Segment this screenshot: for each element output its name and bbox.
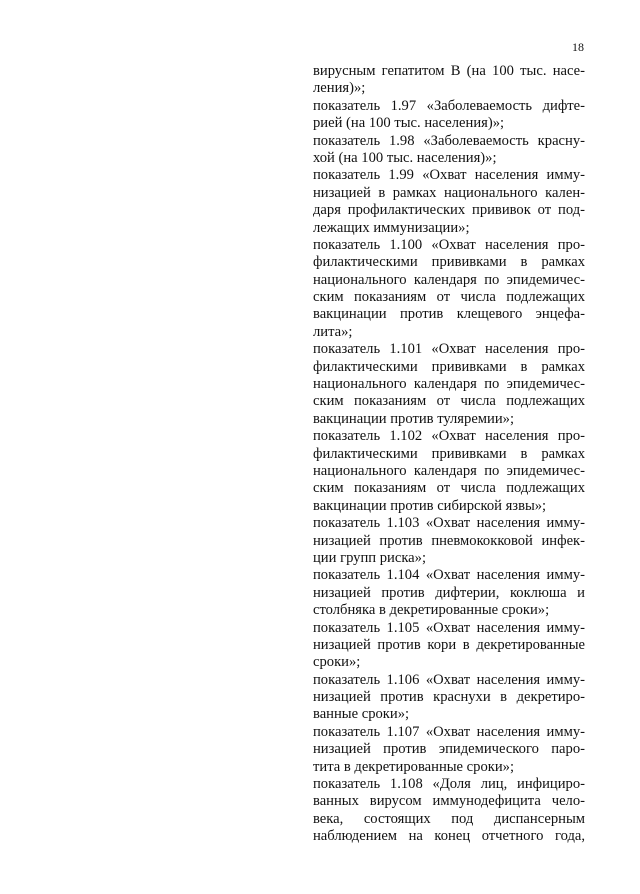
text-line: низацией против краснухи в декретиро- [313, 689, 585, 706]
text-line: показатель 1.103 «Охват населения имму- [313, 515, 585, 532]
text-line: ским показаниям от числа подлежащих [313, 289, 585, 306]
paragraph [313, 428, 585, 515]
paragraph [313, 724, 585, 776]
text-line: лита»; [313, 323, 353, 340]
text-line: низацией в рамках национального кален- [313, 184, 585, 201]
text-line: ванных вирусом иммунодефицита чело- [313, 793, 585, 810]
text-line: показатель 1.98 «Заболеваемость красну- [313, 132, 585, 149]
text-line: показатель 1.108 «Доля лиц, инфициро- [313, 776, 585, 793]
paragraph [313, 133, 585, 168]
paragraph [313, 237, 585, 341]
text-line: национального календаря по эпидемичес- [313, 462, 585, 479]
text-line: филактическими прививками в рамках [313, 358, 585, 375]
text-line: ления)»; [313, 80, 366, 97]
text-line: филактическими прививками в рамках [313, 254, 585, 271]
paragraph [313, 98, 585, 133]
text-line: низацией против дифтерии, коклюша и [313, 584, 585, 601]
paragraph [313, 776, 585, 846]
text-line: наблюдением на конец отчетного года, [313, 828, 585, 845]
text-line: низацией против кори в декретированные [313, 636, 585, 653]
text-line: ским показаниям от числа подлежащих [313, 393, 585, 410]
text-line: показатель 1.104 «Охват населения имму- [313, 567, 585, 584]
text-column [313, 63, 585, 846]
text-line: низацией против эпидемического паро- [313, 741, 585, 758]
paragraph [313, 620, 585, 672]
text-line: национального календаря по эпидемичес- [313, 271, 585, 288]
text-line: вакцинации против клещевого энцефа- [313, 306, 585, 323]
paragraph [313, 341, 585, 428]
text-line: национального календаря по эпидемичес- [313, 376, 585, 393]
text-line: века, состоящих под диспансерным [313, 810, 585, 827]
paragraph [313, 515, 585, 567]
text-line: низацией против пневмококковой инфек- [313, 532, 585, 549]
text-line: вакцинации против сибирской язвы»; [313, 497, 547, 514]
text-line: вакцинации против туляремии»; [313, 410, 515, 427]
paragraph [313, 672, 585, 724]
text-line: лежащих иммунизации»; [313, 219, 470, 236]
text-line: ванные сроки»; [313, 706, 410, 723]
text-line: сроки»; [313, 654, 361, 671]
text-line: показатель 1.97 «Заболеваемость дифте- [313, 97, 585, 114]
text-line: тита в декретированные сроки»; [313, 758, 515, 775]
text-line: показатель 1.105 «Охват населения имму- [313, 619, 585, 636]
text-line: показатель 1.101 «Охват населения про- [313, 341, 585, 358]
page-number: 18 [572, 40, 584, 54]
text-line: филактическими прививками в рамках [313, 445, 585, 462]
text-line: показатель 1.99 «Охват населения имму- [313, 167, 585, 184]
text-line: хой (на 100 тыс. населения)»; [313, 149, 497, 166]
text-line: показатель 1.102 «Охват населения про- [313, 428, 585, 445]
text-line: показатель 1.107 «Охват населения имму- [313, 723, 585, 740]
paragraph [313, 567, 585, 619]
paragraph [313, 63, 585, 98]
text-line: столбняка в декретированные сроки»; [313, 602, 550, 619]
text-line: рией (на 100 тыс. населения)»; [313, 115, 505, 132]
text-line: показатель 1.100 «Охват населения про- [313, 236, 585, 253]
text-line: показатель 1.106 «Охват населения имму- [313, 671, 585, 688]
text-line: ским показаниям от числа подлежащих [313, 480, 585, 497]
text-line: ции групп риска»; [313, 549, 427, 566]
paragraph [313, 167, 585, 237]
text-line: вирусным гепатитом В (на 100 тыс. насе- [313, 63, 585, 79]
text-line: даря профилактических прививок от под- [313, 202, 585, 219]
